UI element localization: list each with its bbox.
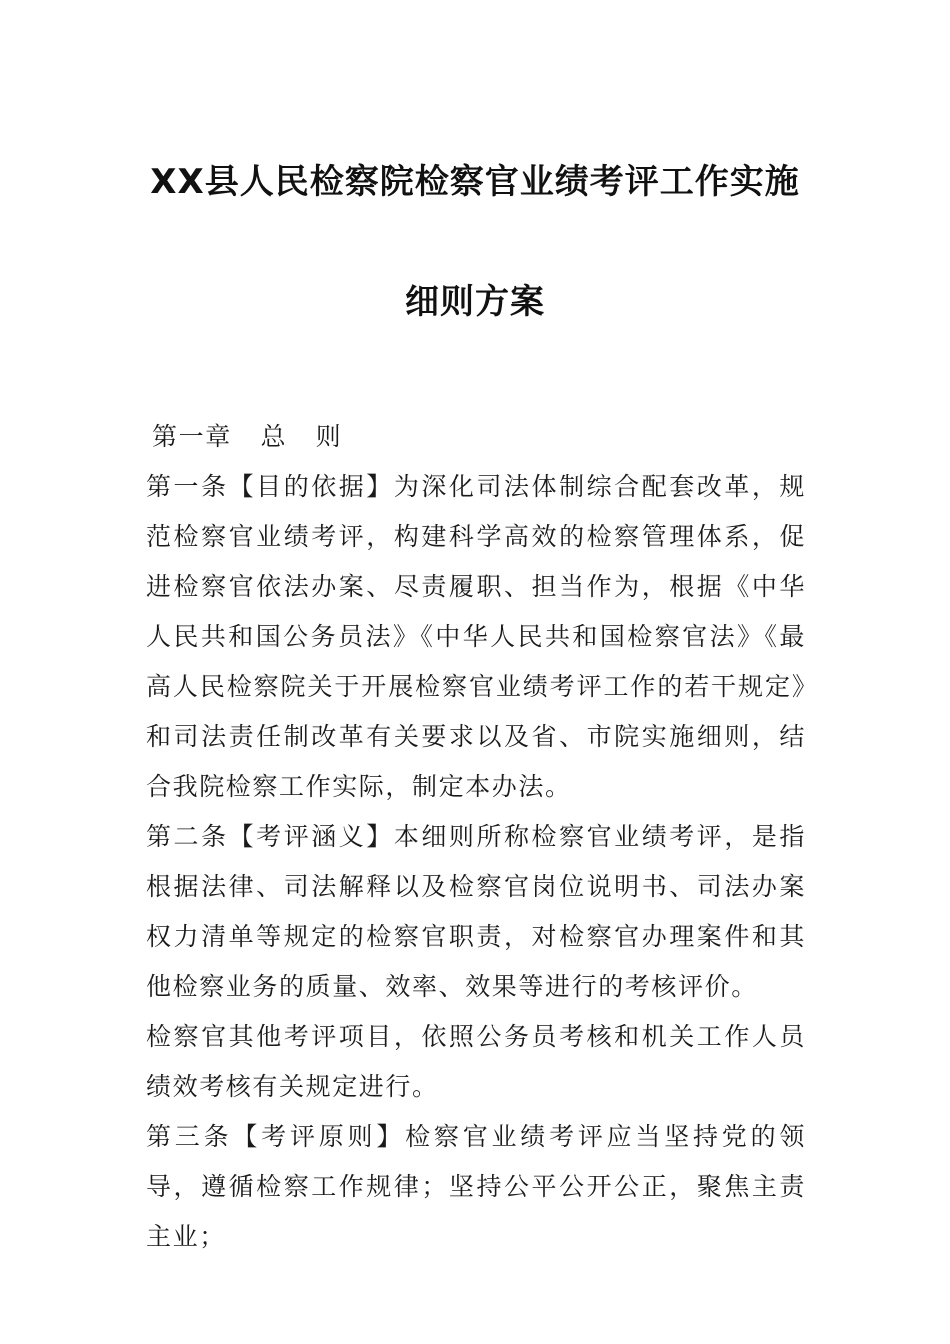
chapter-heading: 第一章 总 则 [152, 422, 343, 451]
article-3-paragraph: 第三条【考评原则】检察官业绩考评应当坚持党的领导，遵循检察工作规律；坚持公平公开公正，聚焦主责主业； [146, 1122, 806, 1251]
other-evaluation-paragraph: 检察官其他考评项目，依照公务员考核和机关工作人员绩效考核有关规定进行。 [146, 1022, 806, 1101]
article-2-paragraph: 第二条【考评涵义】本细则所称检察官业绩考评，是指根据法律、司法解释以及检察官岗位说明书、司法办案权力清单等规定的检察官职责，对检察官办理案件和其他检察业务的质量、效率、效果等进行的考核评价。 [146, 822, 806, 1001]
document-title-line-2: 细则方案 [405, 282, 545, 322]
document-body [146, 412, 806, 1262]
article-1-paragraph: 第一条【目的依据】为深化司法体制综合配套改革，规范检察官业绩考评，构建科学高效的检察管理体系，促进检察官依法办案、尽责履职、担当作为，根据《中华人民共和国公务员法》《中华人民共和国检察官法》《最高人民检察院关于开展检察官业绩考评工作的若干规定》和司法责任制改革有关要求以及省、市院实施细则，结合我院检察工作实际，制定本办法。 [146, 472, 806, 801]
document-title-line-1: XX县人民检察院检察官业绩考评工作实施 [150, 162, 800, 202]
